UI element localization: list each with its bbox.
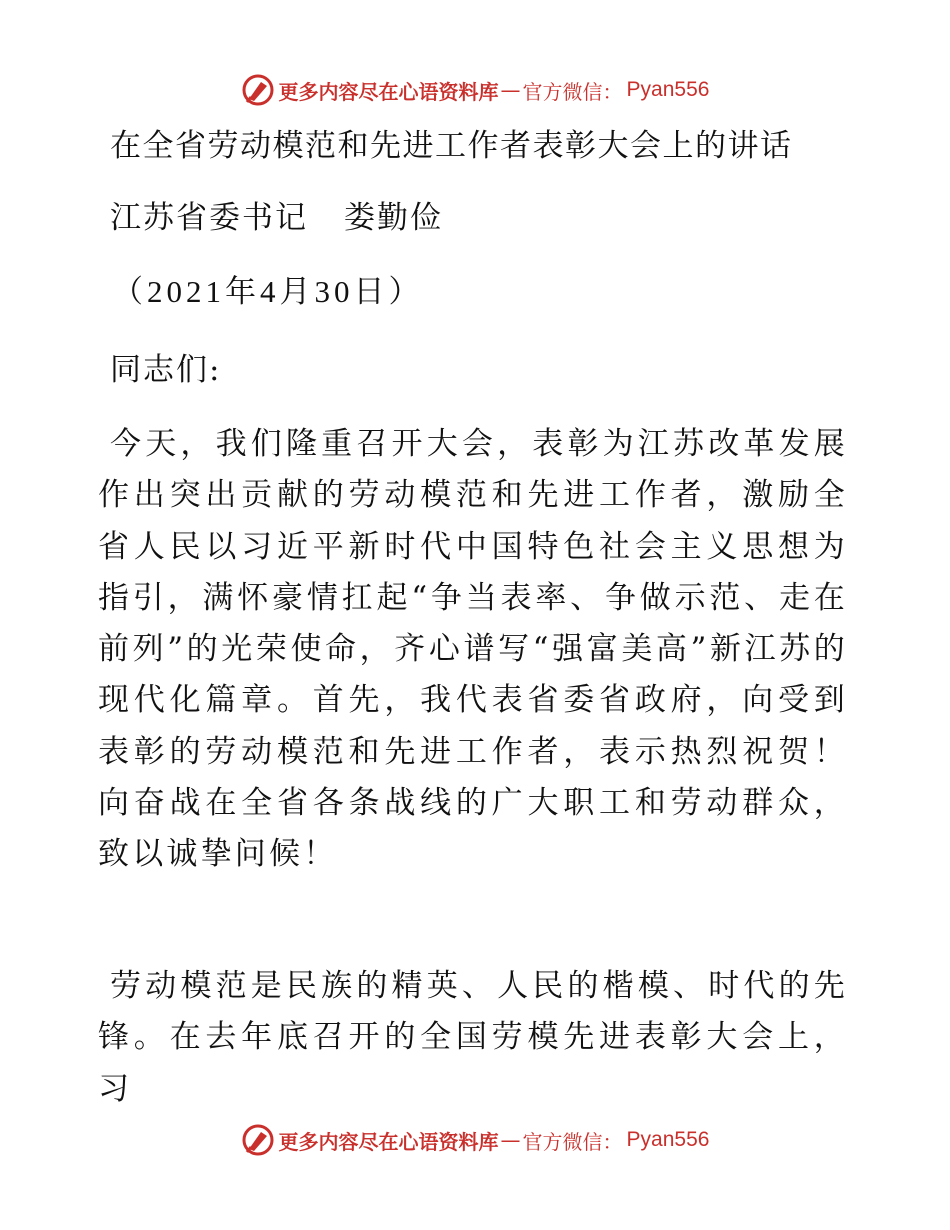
watermark-separator: — — [500, 1128, 521, 1152]
watermark-account: Pyan556 — [626, 1128, 710, 1151]
watermark-banner-top — [0, 70, 950, 110]
pen-nib-logo-icon — [241, 73, 275, 107]
paragraph-1: 今天，我们隆重召开大会，表彰为江苏改革发展作出突出贡献的劳动模范和先进工作者，激励全省人民以习近平新时代中国特色社会主义思想为指引，满怀豪情扛起“争当表率、争做示范、走在前列”的光荣使命，齐心谱写“强富美高”新江苏的现代化篇章。首先，我代表省委省政府，向受到表彰的劳动模范和先进工作者，表示热烈祝贺！向奋战在全省各条战线的广大职工和劳动群众，致以诚挚问候！ — [98, 426, 848, 873]
watermark-main-text: 更多内容尽在心语资料库 — [278, 79, 499, 104]
author-role: 江苏省委书记 — [110, 200, 308, 236]
watermark-banner-bottom — [0, 1120, 950, 1160]
document-title: 在全省劳动模范和先进工作者表彰大会上的讲话 — [110, 128, 793, 164]
watermark-label: 官方微信： — [522, 1129, 623, 1154]
watermark-main-text: 更多内容尽在心语资料库 — [278, 1129, 499, 1154]
pen-nib-logo-icon — [241, 1123, 275, 1157]
paragraph-2: 劳动模范是民族的精英、人民的楷模、时代的先锋。在去年底召开的全国劳模先进表彰大会上，习 — [98, 968, 848, 1107]
document-author — [110, 198, 443, 238]
watermark-label: 官方微信： — [522, 79, 623, 104]
author-name: 娄勤俭 — [344, 200, 443, 236]
document-salutation: 同志们: — [110, 352, 222, 388]
watermark-account: Pyan556 — [626, 78, 710, 101]
watermark-separator: — — [500, 78, 521, 102]
document-date: （2021年4月30日） — [112, 274, 424, 309]
